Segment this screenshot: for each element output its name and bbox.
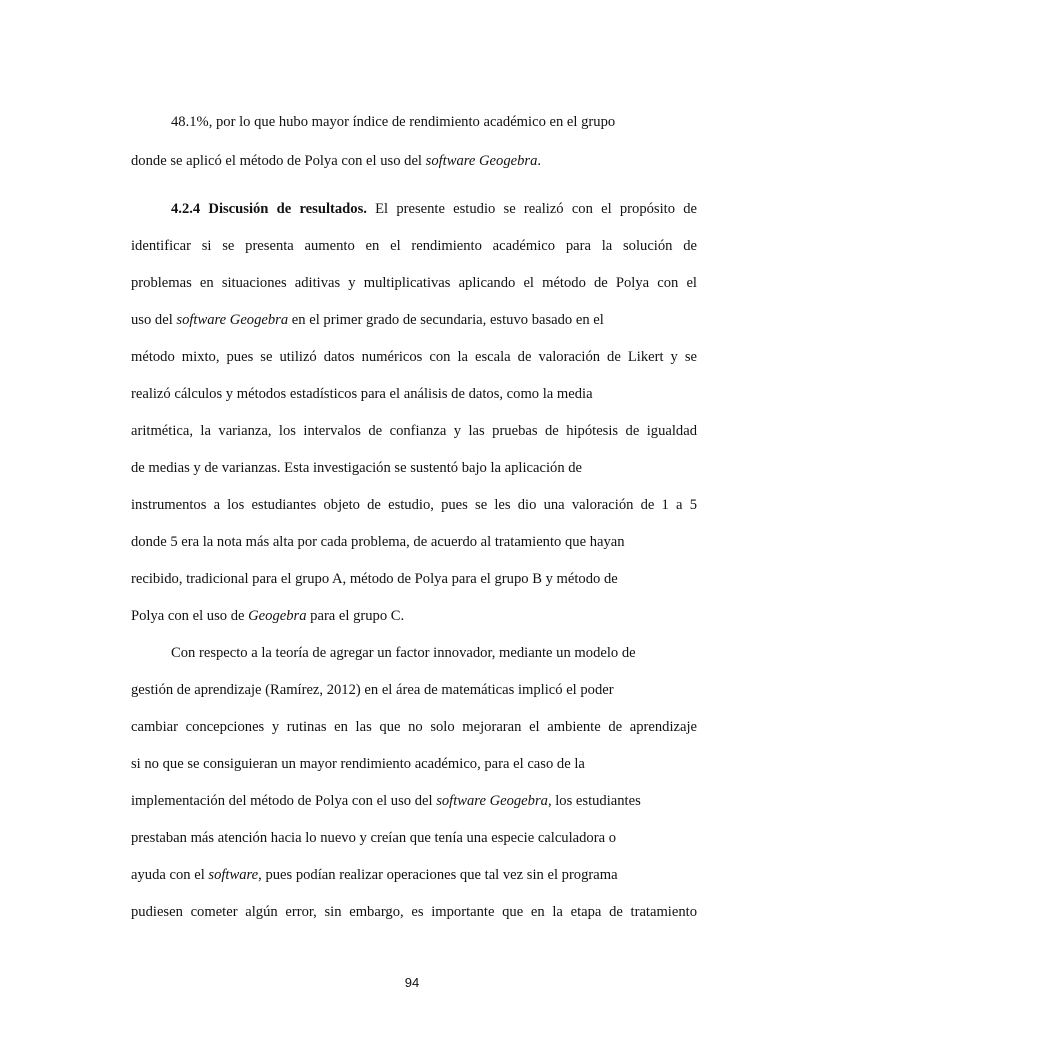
section-line-5: método mixto, pues se utilizó datos numéricos con la escala de valoración de Likert y se <box>131 349 697 365</box>
italic-term: software Geogebra <box>436 793 548 809</box>
italic-term: software Geogebra <box>176 312 289 328</box>
section-line-7: aritmética, la varianza, los intervalos de confianza y las pruebas de hipótesis de igualdad <box>131 423 697 439</box>
section-line-8: de medias y de varianzas. Esta investigación se sustentó bajo la aplicación de <box>131 460 583 476</box>
italic-term: Geogebra <box>248 608 307 624</box>
section-line-12: Polya con el uso de Geogebra para el grupo C. <box>131 608 405 624</box>
section-line-10: donde 5 era la nota más alta por cada problema, de acuerdo al tratamiento que hayan <box>131 534 625 550</box>
paragraph-3-line-4: si no que se consiguieran un mayor rendimiento académico, para el caso de la <box>131 756 585 772</box>
section-line-4: uso del software Geogebra en el primer grado de secundaria, estuvo basado en el <box>131 312 604 328</box>
section-line-9: instrumentos a los estudiantes objeto de estudio, pues se les dio una valoración de 1 a 5 <box>131 497 697 513</box>
paragraph-3-line-3: cambiar concepciones y rutinas en las que no solo mejoraran el ambiente de aprendizaje <box>131 719 697 735</box>
section-4-2-4-line-1: 4.2.4 Discusión de resultados. El presente estudio se realizó con el propósito de <box>171 201 697 217</box>
section-heading: 4.2.4 Discusión de resultados. <box>171 201 367 217</box>
paragraph-3-line-1: Con respecto a la teoría de agregar un factor innovador, mediante un modelo de <box>171 645 636 661</box>
section-line-3: problemas en situaciones aditivas y multiplicativas aplicando el método de Polya con el <box>131 275 697 291</box>
paragraph-1-line-1: 48.1%, por lo que hubo mayor índice de rendimiento académico en el grupo <box>171 114 616 130</box>
paragraph-3-line-7: ayuda con el software, pues podían realizar operaciones que tal vez sin el programa <box>131 867 618 883</box>
section-line-6: realizó cálculos y métodos estadísticos para el análisis de datos, como la media <box>131 386 593 402</box>
paragraph-3-line-6: prestaban más atención hacia lo nuevo y creían que tenía una especie calculadora o <box>131 830 617 846</box>
section-line-2: identificar si se presenta aumento en el rendimiento académico para la solución de <box>131 238 697 254</box>
section-line-11: recibido, tradicional para el grupo A, método de Polya para el grupo B y método de <box>131 571 618 587</box>
paragraph-1-line-2: donde se aplicó el método de Polya con el uso del software Geogebra. <box>131 153 542 169</box>
page-number: 94 <box>404 975 420 990</box>
paragraph-3-line-2: gestión de aprendizaje (Ramírez, 2012) en el área de matemáticas implicó el poder <box>131 682 614 698</box>
italic-term: software Geogebra <box>425 153 538 169</box>
paragraph-3-line-5: implementación del método de Polya con el uso del software Geogebra, los estudiantes <box>131 793 641 809</box>
italic-term: software <box>208 867 259 883</box>
paragraph-3-line-8: pudiesen cometer algún error, sin embargo, es importante que en la etapa de tratamiento <box>131 904 697 920</box>
